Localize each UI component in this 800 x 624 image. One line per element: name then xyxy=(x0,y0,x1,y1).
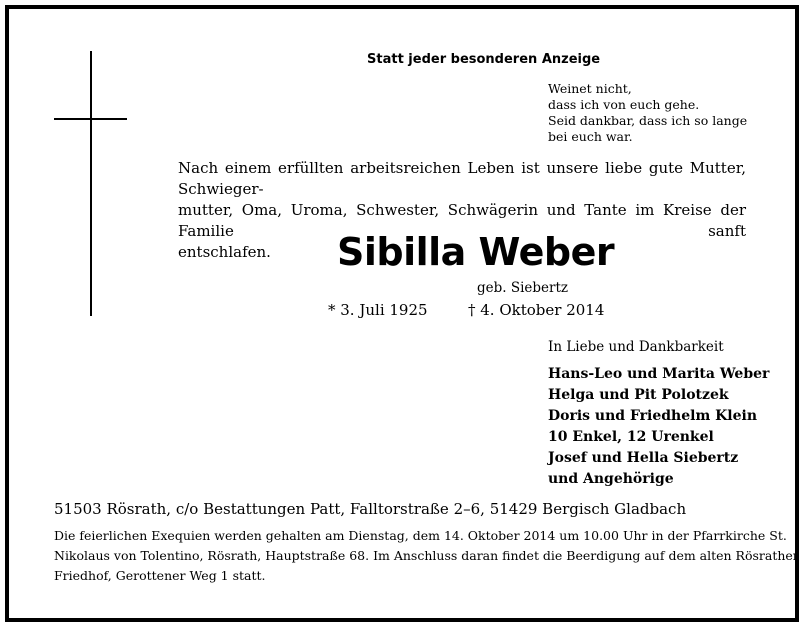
poem-line: Seid dankbar, dass ich so lange xyxy=(548,113,748,128)
mourner-entry: Hans-Leo und Marita Weber xyxy=(548,366,770,382)
details-line: Die feierlichen Exequien werden gehalten am Dienstag, dem 14. Oktober 2014 um 10.00 Uhr in der Pfarrkirche St. xyxy=(54,528,787,543)
poem-line: bei euch war. xyxy=(548,129,633,144)
cross-vertical-bar xyxy=(90,51,92,316)
intro-line: mutter, Oma, Uroma, Schwester, Schwägerin und Tante im Kreise der Familie sanft xyxy=(178,201,746,240)
mourners-list xyxy=(548,364,769,448)
death-date: † 4. Oktober 2014 xyxy=(468,301,605,319)
birth-date: * 3. Juli 1925 xyxy=(328,301,428,319)
thanks-line: In Liebe und Dankbarkeit xyxy=(548,339,724,355)
mourner-entry: Josef und Hella Siebertz xyxy=(548,450,739,466)
intro-line: Nach einem erfüllten arbeitsreichen Leben ist unsere liebe gute Mutter, Schwieger- xyxy=(178,159,746,198)
mourner-entry: Helga und Pit Polotzek xyxy=(548,387,729,403)
mourner-entry: und Angehörige xyxy=(548,471,674,487)
mourner-entry: 10 Enkel, 12 Urenkel xyxy=(548,429,714,445)
birth-name: geb. Siebertz xyxy=(477,280,569,296)
deceased-name: Sibilla Weber xyxy=(337,230,615,274)
funeral-details xyxy=(54,526,799,586)
mourners-list-secondary xyxy=(548,448,738,490)
mourner-entry: Doris und Friedhelm Klein xyxy=(548,408,758,424)
cross-horizontal-bar xyxy=(54,118,127,120)
notice-headline: Statt jeder besonderen Anzeige xyxy=(367,52,601,67)
details-line: Friedhof, Gerottener Weg 1 statt. xyxy=(54,568,266,583)
details-line: Nikolaus von Tolentino, Rösrath, Hauptstraße 68. Im Anschluss daran findet die Beerdigung auf dem alten Rösrather xyxy=(54,548,799,563)
poem xyxy=(548,81,747,145)
poem-line: Weinet nicht, xyxy=(548,81,632,96)
address-line: 51503 Rösrath, c/o Bestattungen Patt, Falltorstraße 2–6, 51429 Bergisch Gladbach xyxy=(54,500,687,518)
poem-line: dass ich von euch gehe. xyxy=(548,97,700,112)
intro-line: entschlafen. xyxy=(178,243,271,261)
